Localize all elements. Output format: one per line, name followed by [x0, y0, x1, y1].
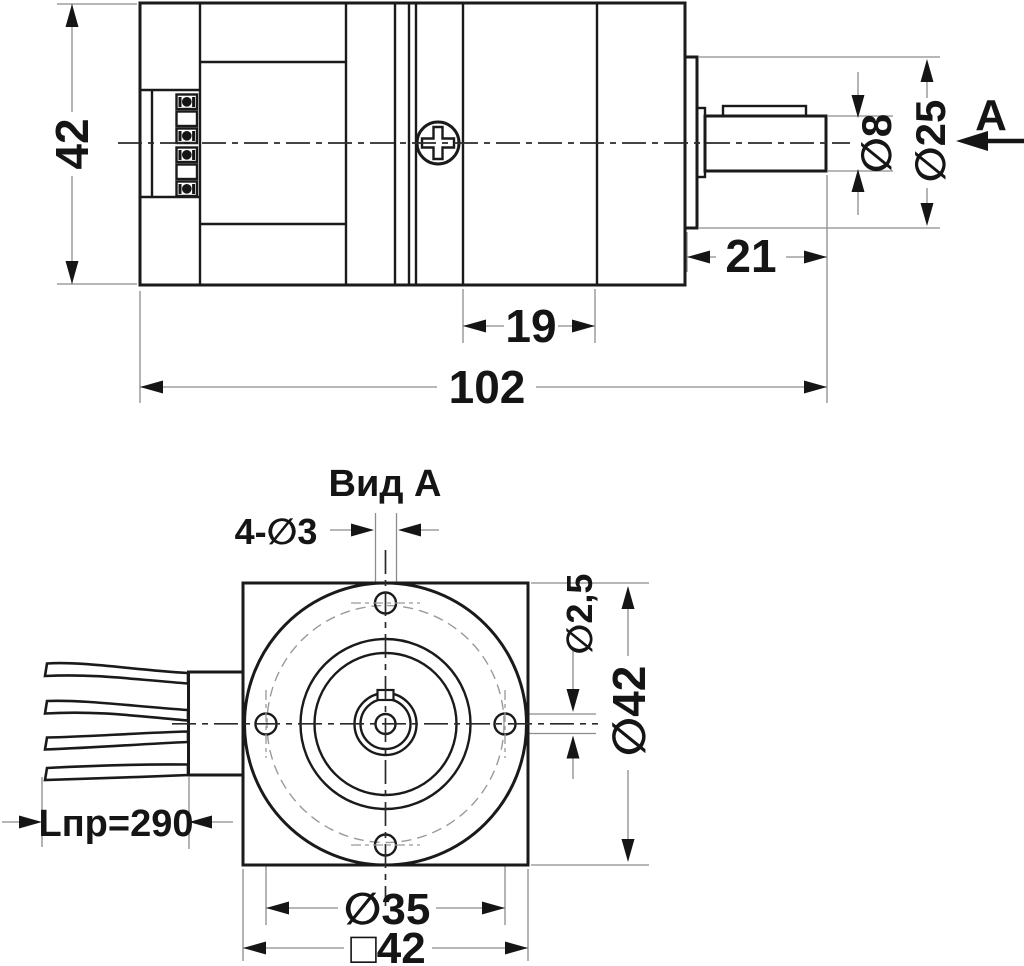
- side-view: [46, 3, 1024, 413]
- dim-body-diameter: ∅42: [603, 665, 655, 757]
- dim-mounting-holes: 4-∅3: [234, 511, 318, 552]
- dim-center-hole: ∅2,5: [559, 573, 600, 655]
- dim-shaft-extension: 21: [725, 230, 777, 282]
- lead-wires: [45, 663, 188, 780]
- dim-boss-diameter: ∅25: [907, 99, 954, 183]
- view-letter: А: [975, 91, 1007, 140]
- view-title: Вид А: [328, 463, 442, 505]
- wire-2: [45, 701, 188, 721]
- dim-flange-square: □42: [350, 924, 426, 966]
- dim-shaft-diameter: ∅8: [853, 113, 900, 174]
- dim-gear-section: 19: [505, 300, 557, 352]
- wire-4: [45, 764, 188, 780]
- motor-body: [140, 3, 685, 285]
- dim-bolt-circle: ∅35: [343, 885, 431, 934]
- front-view: [2, 463, 655, 966]
- wire-3: [45, 732, 188, 750]
- dim-overall-length: 102: [448, 361, 526, 413]
- dim-body-height: 42: [46, 118, 98, 170]
- dim-lead-length: Lпр=290: [38, 803, 194, 845]
- wire-1: [45, 663, 188, 683]
